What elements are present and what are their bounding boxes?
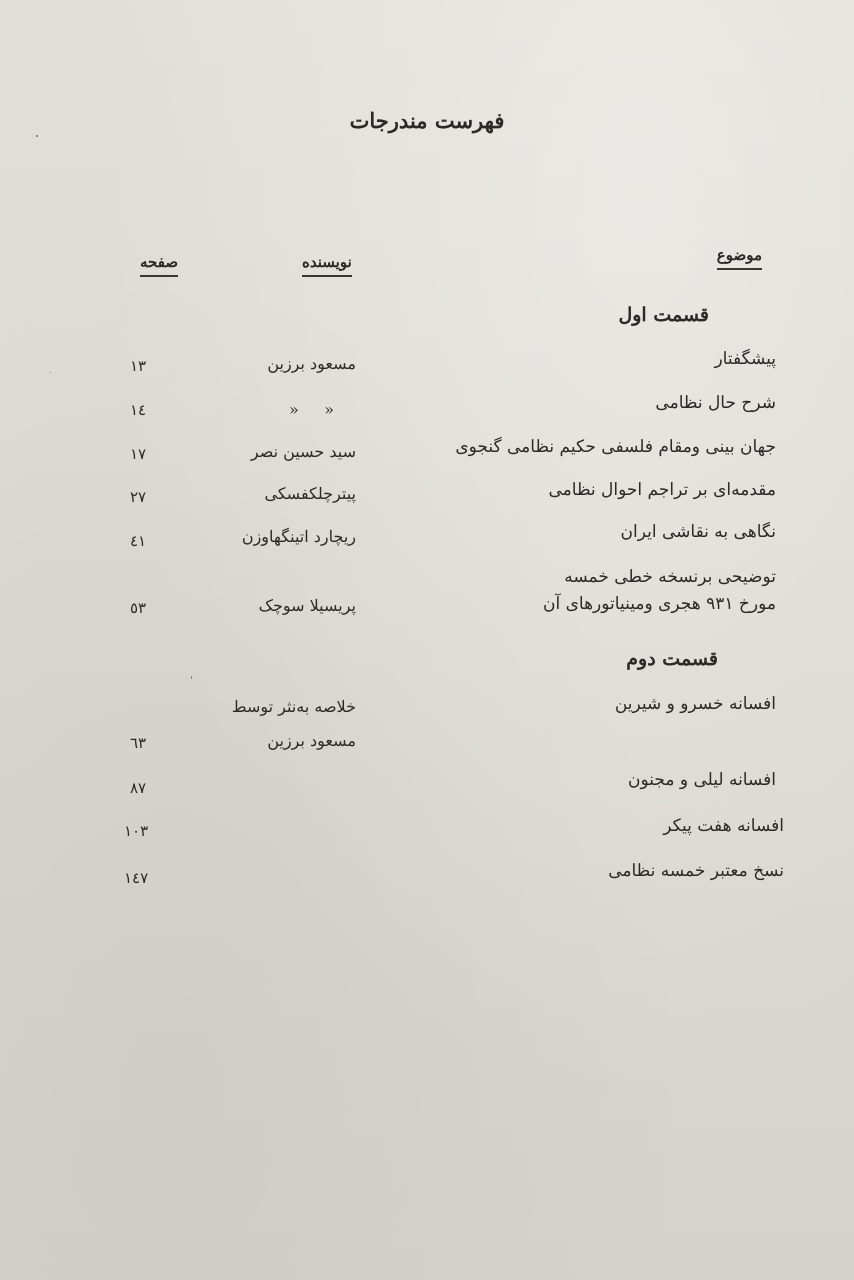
entry-topic: نسخ معتبر خمسه نظامی xyxy=(608,861,784,881)
entry-author-line-1: خلاصه به‌نثر توسط xyxy=(231,697,356,716)
entry-page-number: ۲۷ xyxy=(130,488,147,506)
entry-topic: نگاهی به نقاشی ايران xyxy=(620,522,776,542)
entry-author: پريسيلا سوچک xyxy=(258,596,356,615)
entry-page-number: ۱٤۷ xyxy=(124,869,149,887)
entry-page-number: ٦۳ xyxy=(130,734,147,752)
entry-topic: جهان بينی ومقام فلسفی حكيم نظامی گنجوی xyxy=(455,437,776,457)
entry-topic: شرح حال نظامی xyxy=(655,393,776,413)
entry-topic: افسانه هفت پيكر xyxy=(663,816,784,836)
paper-speck xyxy=(191,676,192,679)
entry-topic-line-1: توضيحی برنسخه خطی خمسه xyxy=(564,567,776,587)
section-heading-part-one: قسمت اول xyxy=(618,304,709,326)
entry-author: ريچارد اتينگهاوزن xyxy=(241,527,356,546)
paper-speck xyxy=(50,372,51,373)
entry-author: سيد حسين نصر xyxy=(250,442,356,461)
entry-page-number: ٤۱ xyxy=(130,532,147,550)
entry-page-number: ۸۷ xyxy=(130,779,147,797)
entry-topic: افسانه خسرو و شيرين xyxy=(614,694,776,714)
entry-page-number: ۱۳ xyxy=(130,357,147,375)
column-header-author: نويسنده xyxy=(302,255,352,277)
column-header-topic: موضوع xyxy=(717,248,762,270)
entry-page-number: ٥۳ xyxy=(130,599,147,617)
section-heading-part-two: قسمت دوم xyxy=(626,648,718,670)
entry-topic: مقدمه‌ای بر تراجم احوال نظامی xyxy=(548,480,776,500)
entry-topic: پيشگفتار xyxy=(714,349,776,369)
entry-topic-line-2: مورخ ۹۳۱ هجری ومينياتورهای آن xyxy=(543,594,776,614)
entry-author: مسعود برزين xyxy=(267,354,356,373)
entry-page-number: ۱۷ xyxy=(130,445,147,463)
entry-page-number: ۱٤ xyxy=(130,401,147,419)
entry-author-ditto: « « xyxy=(288,400,334,419)
paper-speck xyxy=(36,135,38,137)
column-header-page: صفحه xyxy=(140,255,178,277)
entry-topic: افسانه ليلی و مجنون xyxy=(627,770,776,790)
entry-author: پيترچلكفسكی xyxy=(264,484,356,503)
page-title: فهرست مندرجات xyxy=(349,108,505,133)
entry-page-number: ۱۰۳ xyxy=(124,822,149,840)
entry-author-line-2: مسعود برزين xyxy=(267,731,356,750)
